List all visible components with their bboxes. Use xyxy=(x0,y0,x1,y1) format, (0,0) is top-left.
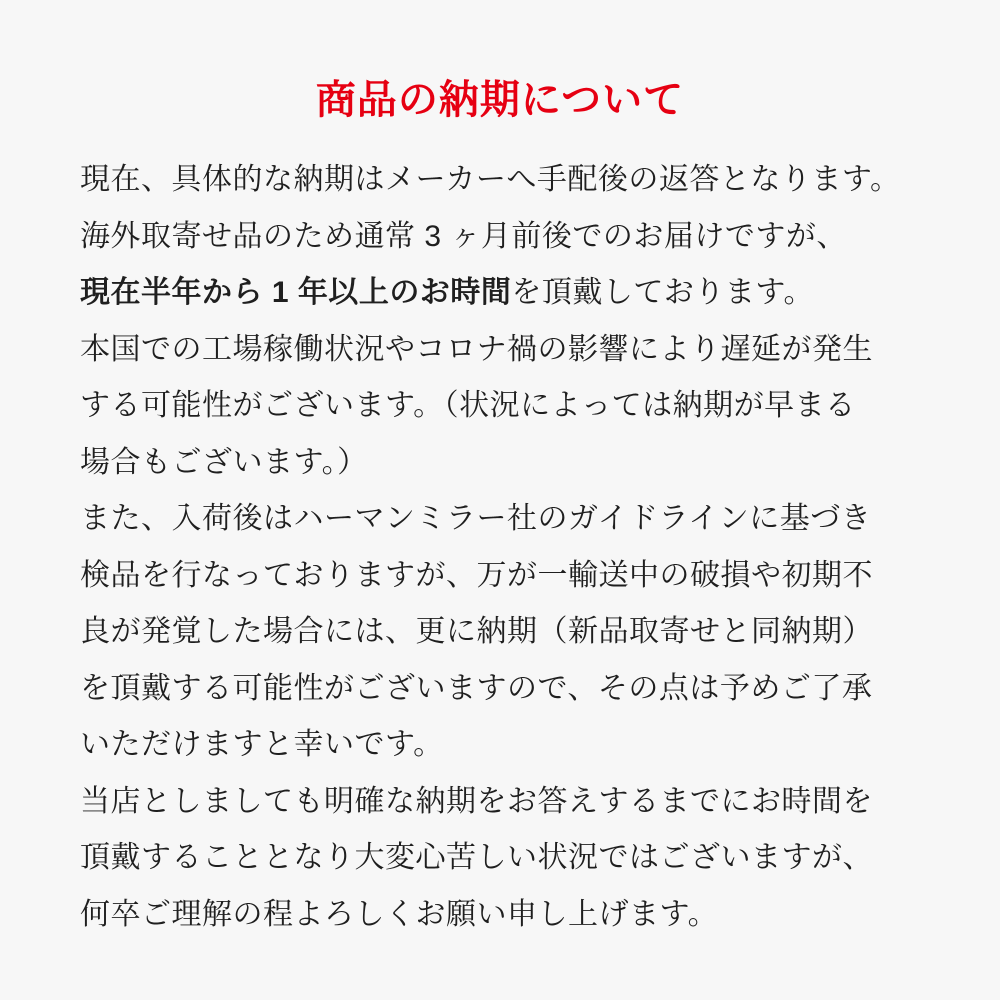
notice-line: 何卒ご理解の程よろしくお願い申し上げます。 xyxy=(80,897,719,931)
notice-line-bold-segment: 現在半年から 1 年以上のお時間 xyxy=(80,276,512,310)
notice-line: する可能性がございます。（状況によっては納期が早まる xyxy=(80,389,856,423)
notice-line: 頂戴することとなり大変心苦しい状況ではございますが、 xyxy=(80,841,873,875)
notice-line xyxy=(80,261,920,318)
notice-line: 当店としましても明確な納期をお答えするまでにお時間を xyxy=(80,784,873,818)
notice-body xyxy=(80,148,920,939)
notice-line-regular-segment: を頂戴しております。 xyxy=(511,276,814,310)
notice-line: 海外取寄せ品のため通常 3 ヶ月前後でのお届けですが、 xyxy=(80,219,847,253)
notice-line: また、入荷後はハーマンミラー社のガイドラインに基づき xyxy=(80,502,872,536)
notice-line: いただけますと幸いです。 xyxy=(80,728,444,762)
notice-line: 現在、具体的な納期はメーカーへ手配後の返答となります。 xyxy=(80,163,901,197)
notice-line: を頂戴する可能性がございますので、その点は予めご了承 xyxy=(80,671,873,705)
notice-line: 本国での工場稼働状況やコロナ禍の影響により遅延が発生 xyxy=(80,332,873,366)
notice-title: 商品の納期について xyxy=(315,78,685,122)
notice-line: 良が発覚した場合には、更に納期（新品取寄せと同納期） xyxy=(80,615,873,649)
notice-line: 場合もございます。） xyxy=(80,445,368,479)
notice-line: 検品を行なっておりますが、万が一輸送中の破損や初期不 xyxy=(80,558,873,592)
